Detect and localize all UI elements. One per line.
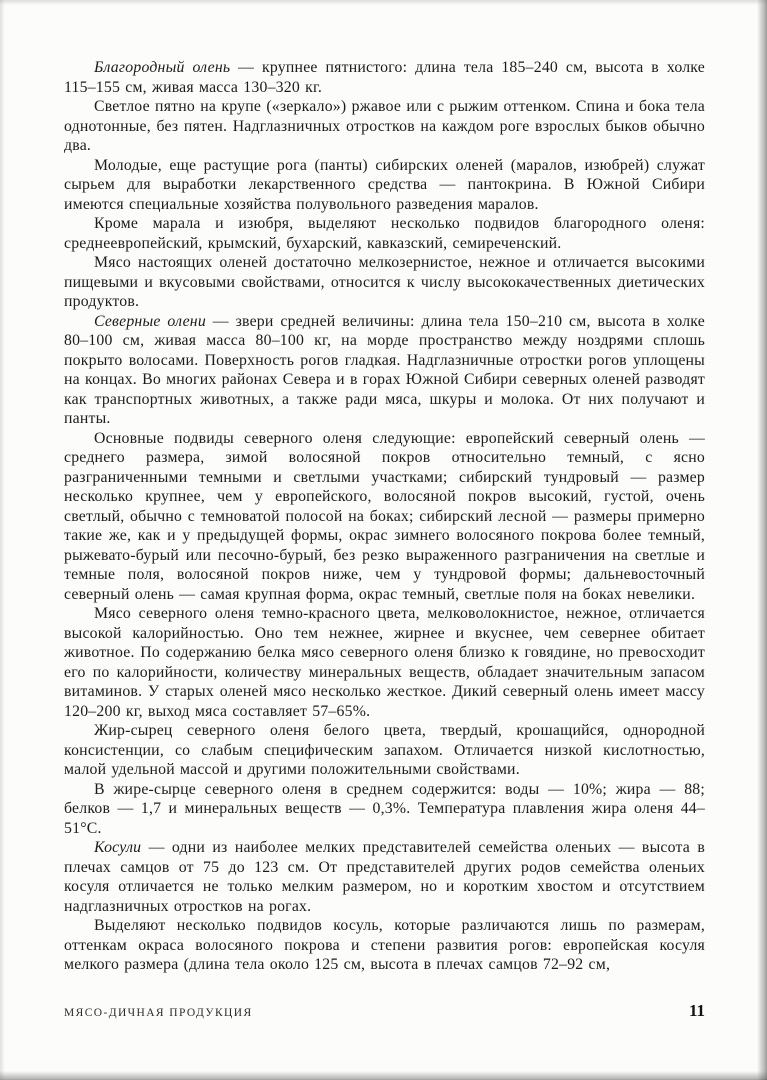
running-title: МЯСО-ДИЧНАЯ ПРОДУКЦИЯ — [64, 1007, 253, 1019]
scan-edge-right — [757, 0, 767, 1080]
paragraph-body: Выделяют несколько подвидов косуль, которые различаются лишь по размерам, оттенкам окраса волосяного покрова и степени развития рогов: европейская косуля мелкого размера (длина тела около 125 см, высота в плечах самцов 72–92 см, — [64, 917, 705, 973]
paragraph-body: Светлое пятно на крупе («зеркало») ржавое или с рыжим оттенком. Спина и бока тела однотонные, без пятен. Надглазничных отростков на каждом роге взрослых быков обычно два. — [64, 98, 705, 154]
paragraph — [64, 97, 705, 156]
paragraph-body: В жире-сырце северного оленя в среднем содержится: воды — 10%; жира — 88; белков — 1,7 и минеральных веществ — 0,3%. Температура плавления жира оленя 44–51°С. — [64, 780, 705, 837]
paragraph — [64, 721, 705, 780]
paragraph-lead: Благородный олень — [94, 59, 231, 76]
paragraph — [64, 156, 705, 215]
scan-edge-bottom — [0, 1071, 767, 1080]
paragraph — [64, 214, 705, 253]
page-number: 11 — [688, 1001, 705, 1020]
paragraph — [64, 604, 705, 721]
paragraph-body: — одни из наиболее мелких представителей семейства оленьих — высота в плечах самцов от 75 до 123 см. От представителей других родов семейства оленьих косуля отличается не только мелким размером, но и коротким хвостом и отсутствием надглазничных отростков на рогах. — [64, 839, 705, 915]
paragraph — [64, 312, 705, 429]
scan-edge-left — [0, 0, 5, 1080]
paragraph-body: Жир-сырец северного оленя белого цвета, твердый, крошащийся, однородной консистенции, со слабым специфическим запахом. Отличается низкой кислотностью, малой удельной массой и другими положительными свойствами. — [64, 722, 705, 778]
paragraph-body: Мясо северного оленя темно-красного цвета, мелковолокнистое, нежное, отличается высокой калорийностью. Оно тем нежнее, жирнее и вкуснее, чем севернее обитает животное. По содержанию белка мясо северного оленя близко к говядине, но превосходит его по калорийности, количеству минеральных веществ, обладает значительным запасом витаминов. У старых оленей мясо несколько жесткое. Дикий северный олень имеет массу 120–200 кг, выход мяса составляет 57–65%. — [64, 605, 705, 720]
paragraph-lead: Северные олени — [94, 312, 206, 330]
page-text — [64, 58, 705, 975]
paragraph-body: Кроме марала и изюбря, выделяют несколько подвидов благородного оленя: среднеевропейский, крымский, бухарский, кавказский, семиреченский. — [64, 215, 705, 252]
paragraph-body: — крупнее пятнистого: длина тела 185–240 см, высота в холке 115–155 см, живая масса 130–320 кг. — [64, 59, 705, 96]
paragraph-body: Основные подвиды северного оленя следующие: европейский северный олень — среднего размера, зимой волосяной покров относительно темный, с ясно разграниченными темными и светлыми участками; сибирский тундровый — размер несколько крупнее, чем у европейского, волосяной покров высокий, густой, очень светлый, обычно с темноватой полосой на боках; сибирский лесной — размеры примерно такие же, как и у предыдущей формы, окрас зимнего волосяного покрова более темный, рыжевато-бурый или песочно-бурый, без резко выраженного разграничения на светлые и темные поля, волосяной покров ниже, чем у тундровой формы; дальневосточный северный олень — самая крупная форма, окрас темный, светлые поля на боках невелики. — [64, 429, 705, 603]
paragraph — [64, 429, 705, 605]
paragraph — [64, 838, 705, 916]
paragraph-lead: Косули — [94, 839, 142, 856]
scan-edge-top — [0, 0, 767, 5]
paragraph — [64, 58, 705, 97]
paragraph-body: Молодые, еще растущие рога (панты) сибирских оленей (маралов, изюбрей) служат сырьем для выработки лекарственного средства — пантокрина. В Южной Сибири имеются специальные хозяйства полувольного разведения маралов. — [64, 156, 705, 213]
paragraph — [64, 253, 705, 312]
paragraph — [64, 916, 705, 975]
paragraph-body: Мясо настоящих оленей достаточно мелкозернистое, нежное и отличается высокими пищевыми и вкусовыми свойствами, относится к числу высококачественных диетических продуктов. — [64, 254, 705, 310]
page-footer — [64, 1001, 705, 1021]
paragraph-body: — звери средней величины: длина тела 150–210 см, высота в холке 80–100 см, живая масса 80–100 кг, на морде пространство между ноздрями сплошь покрыто волосами. Поверхность рогов гладкая. Надглазничные отростки рогов уплощены на концах. Во многих районах Севера и в горах Южной Сибири северных оленей разводят как транспортных животных, а также ради мяса, шкуры и молока. От них получают и панты. — [64, 312, 706, 427]
paragraph — [64, 780, 705, 839]
